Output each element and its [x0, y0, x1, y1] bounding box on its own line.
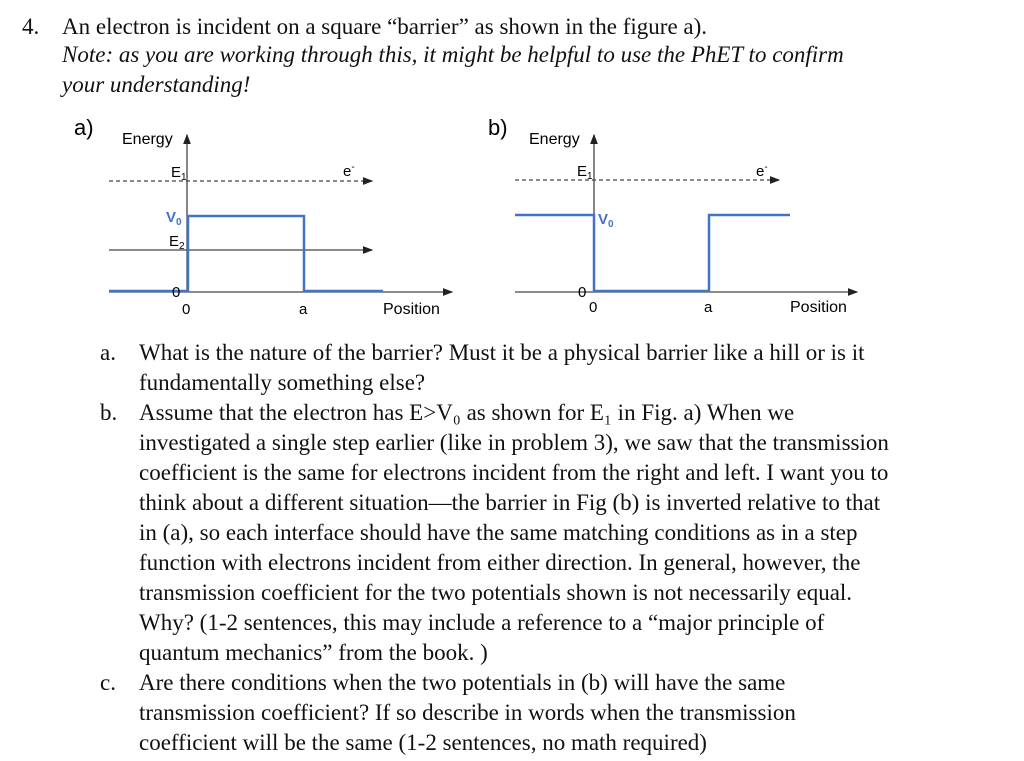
- a-label: a: [704, 299, 713, 316]
- question-text-line: Assume that the electron has E>V₀ as shown for E₁ in Fig. a) When we: [139, 400, 795, 425]
- a-label: a: [299, 301, 308, 318]
- potential-well: [515, 215, 790, 291]
- y-axis-label: Energy: [529, 131, 580, 148]
- question-text-line: think about a different situation—the barrier in Fig (b) is inverted relative to that: [139, 490, 881, 515]
- zero-y-label: 0: [578, 284, 587, 301]
- question-text-line: Why? (1-2 sentences, this may include a reference to a “major principle of: [139, 610, 825, 635]
- question-text-line: Are there conditions when the two potentials in (b) will have the same: [139, 670, 786, 695]
- svg-text:E1: $E_1$: [171, 164, 187, 183]
- figure-label: a): [74, 115, 94, 140]
- question-text-line: transmission coefficient? If so describe in words when the transmission: [139, 700, 796, 725]
- question-text-line: transmission coefficient for the two potentials shown is not necessarily equal.: [139, 580, 853, 605]
- question-text-line: function with electrons incident from either direction. In general, however, the: [139, 550, 861, 575]
- figure-a: [74, 115, 452, 318]
- svg-text:E1: $E_1$: [577, 163, 593, 182]
- question-text-line: coefficient will be the same (1-2 sentences, no math required): [139, 730, 707, 755]
- problem-note: Note: as you are working through this, it might be helpful to use the PhET to confirm: [62, 42, 844, 67]
- question-text-line: coefficient is the same for electrons incident from the right and left. I want you to: [139, 460, 889, 485]
- question-text-line: in (a), so each interface should have the same matching conditions as in a step: [139, 520, 858, 545]
- problem-number: 4.: [22, 14, 40, 39]
- svg-text:e-: e-: [343, 162, 355, 180]
- question-text-line: fundamentally something else?: [139, 370, 426, 395]
- figure-label: b): [488, 115, 508, 140]
- svg-text:e-: e-: [756, 162, 768, 180]
- y-axis-label: Energy: [122, 131, 173, 148]
- question-marker: b.: [100, 400, 118, 425]
- question-marker: c.: [100, 670, 116, 695]
- question-text-line: investigated a single step earlier (like in problem 3), we saw that the transmission: [139, 430, 889, 455]
- question-marker: a.: [100, 340, 116, 365]
- question-text-line: quantum mechanics” from the book. ): [139, 640, 488, 665]
- zero-x-label: 0: [589, 299, 598, 316]
- potential-barrier: [109, 216, 383, 291]
- svg-text:E2: $E_2$: [169, 233, 185, 252]
- svg-text:V0: $V_0$: [166, 209, 182, 228]
- question-text-line: What is the nature of the barrier? Must it be a physical barrier like a hill or is it: [139, 340, 865, 365]
- problem-note: your understanding!: [62, 72, 251, 97]
- svg-text:V0: $V_0$: [598, 211, 614, 230]
- x-axis-label: Position: [790, 299, 847, 316]
- zero-x-label: 0: [182, 301, 191, 318]
- problem-statement: An electron is incident on a square “barrier” as shown in the figure a).: [62, 14, 708, 39]
- zero-y-label: 0: [172, 284, 181, 301]
- figure-b: [488, 115, 857, 316]
- x-axis-label: Position: [383, 301, 440, 318]
